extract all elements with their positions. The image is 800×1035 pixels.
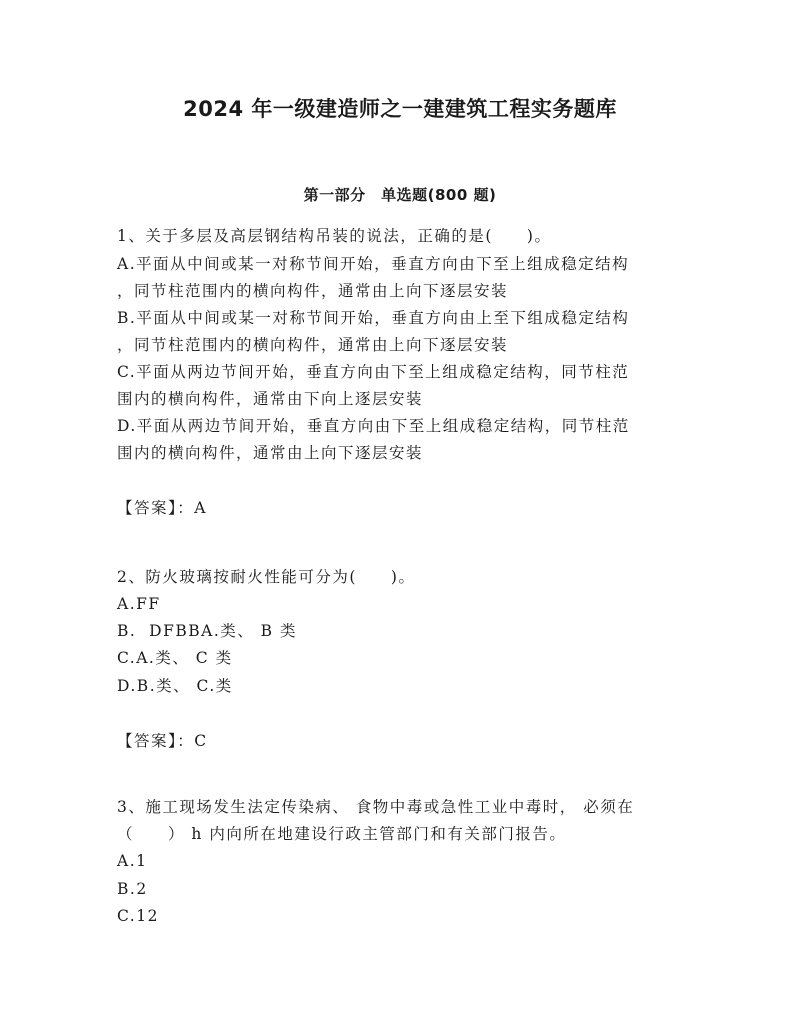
question-1-stem: 1、关于多层及高层钢结构吊装的说法，正确的是( )。 [117, 227, 552, 245]
question-3-stem-line-2: （ ） h 内向所在地建设行政主管部门和有关部门报告。 [117, 825, 567, 843]
question-1-option-c-line-1: C.平面从两边节间开始，垂直方向由下至上组成稳定结构，同节柱范 [117, 363, 630, 381]
question-2-option-d: D.B.类、 C.类 [117, 677, 233, 695]
document-title: 2024 年一级建造师之一建建筑工程实务题库 [183, 97, 617, 121]
question-3-option-a: A.1 [117, 852, 148, 870]
question-1-option-c-line-2: 围内的横向构件，通常由下向上逐层安装 [117, 390, 424, 408]
question-1-option-b-line-2: ，同节柱范围内的横向构件，通常由上向下逐层安装 [117, 336, 509, 354]
question-2-option-c: C.A.类、 C 类 [117, 649, 233, 667]
question-2-option-b: B. DFBBA.类、 B 类 [117, 622, 297, 640]
question-1-option-d-line-1: D.平面从两边节间开始，垂直方向由下至上组成稳定结构，同节柱范 [117, 417, 630, 435]
question-1-option-a-line-1: A.平面从中间或某一对称节间开始，垂直方向由下至上组成稳定结构 [117, 255, 630, 273]
question-2-option-a: A.FF [117, 595, 161, 613]
question-3-option-c: C.12 [117, 907, 159, 925]
question-1-answer: 【答案】：A [117, 499, 207, 517]
question-3-option-b: B.2 [117, 880, 148, 898]
question-3-stem-line-1: 3、施工现场发生法定传染病、 食物中毒或急性工业中毒时， 必须在 [117, 798, 635, 816]
question-1-option-b-line-1: B.平面从中间或某一对称节间开始，垂直方向由上至下组成稳定结构 [117, 309, 630, 327]
question-1-option-a-line-2: ，同节柱范围内的横向构件，通常由上向下逐层安装 [117, 282, 509, 300]
section-heading: 第一部分 单选题(800 题) [303, 186, 497, 204]
question-2-stem: 2、防火玻璃按耐火性能可分为( )。 [117, 568, 416, 586]
question-2-answer: 【答案】：C [117, 732, 208, 750]
question-1-option-d-line-2: 围内的横向构件，通常由上向下逐层安装 [117, 444, 424, 462]
